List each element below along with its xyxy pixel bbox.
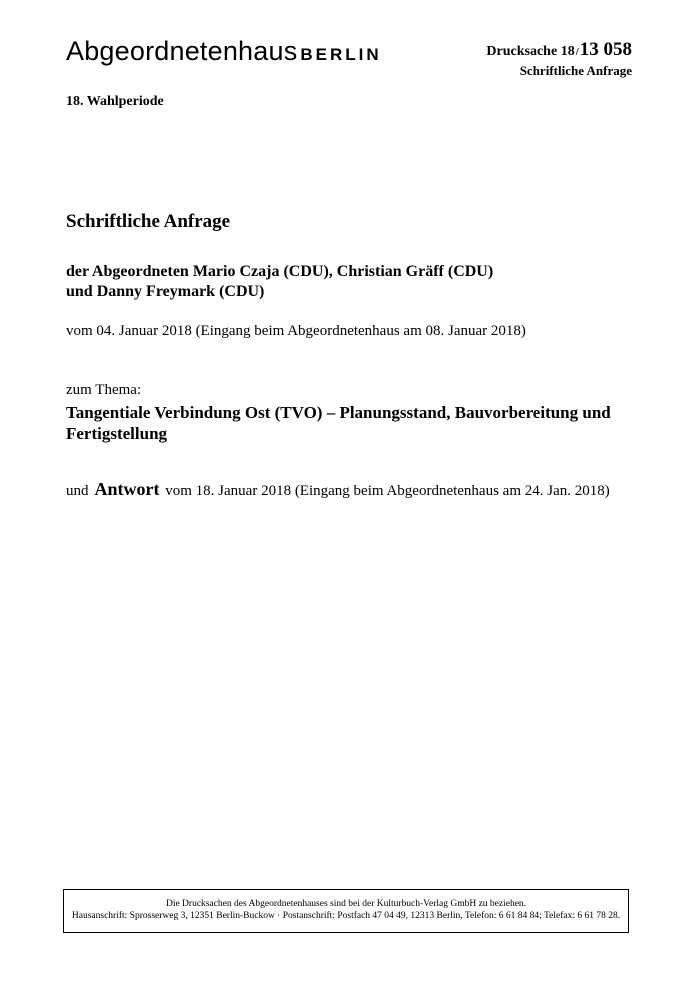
answer-word: Antwort [94, 479, 160, 499]
wahlperiode: 18. Wahlperiode [66, 94, 164, 109]
logo-city-text: BERLIN [300, 45, 382, 64]
logo-institution-text: Abgeordnetenhaus [66, 36, 298, 66]
footer-line-2: Hausanschrift: Sprosserweg 3, 12351 Berlin-Buckow · Postanschrift: Postfach 47 04 49, 12313 Berlin, Telefon: 6 61 84 84; Telefax: 6 61 78 28. [71, 911, 621, 921]
footer-notice [63, 889, 629, 933]
footer-line-1: Die Drucksachen des Abgeordnetenhauses sind bei der Kulturbuch-Verlag GmbH zu beziehen. [165, 899, 527, 909]
authors-line-1: der Abgeordneten Mario Czaja (CDU), Christian Gräff (CDU) [66, 263, 494, 280]
drucksache-separator: / [575, 46, 579, 58]
answer-prefix: und [66, 483, 89, 499]
answer-date-line [66, 479, 610, 500]
drucksache-label: Drucksache [486, 44, 558, 59]
authors-line-2: und Danny Freymark (CDU) [66, 283, 265, 300]
topic-label: zum Thema: [66, 382, 142, 398]
document-type: Schriftliche Anfrage [519, 63, 632, 78]
authors [66, 262, 493, 302]
document-title: Schriftliche Anfrage [66, 211, 231, 232]
topic-text: Tangentiale Verbindung Ost (TVO) – Planungsstand, Bauvorbereitung und Fertigstellung [66, 403, 611, 443]
drucksache-wahlperiode: 18 [560, 44, 575, 59]
institution-logo [66, 36, 382, 67]
drucksache-block [486, 40, 632, 80]
request-date: vom 04. Januar 2018 (Eingang beim Abgeordnetenhaus am 08. Januar 2018) [66, 323, 526, 339]
answer-date: vom 18. Januar 2018 (Eingang beim Abgeordnetenhaus am 24. Jan. 2018) [165, 483, 610, 499]
drucksache-number: 13 058 [579, 39, 632, 60]
drucksache-number-line [486, 40, 632, 62]
